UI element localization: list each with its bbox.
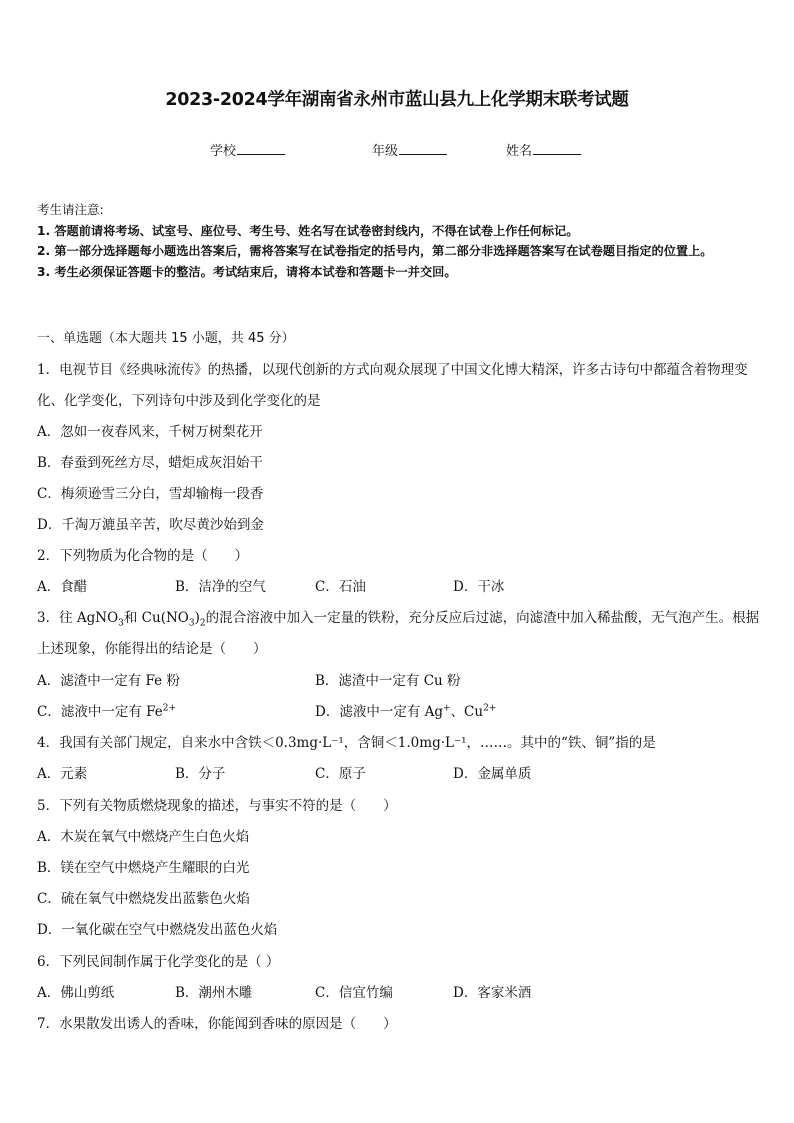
question-3-option-d-sup2: 2+ <box>483 703 497 714</box>
question-1-option-d[interactable]: D．千淘万漉虽辛苦，吹尽黄沙始到金 <box>37 517 264 533</box>
school-field[interactable] <box>210 140 285 159</box>
page-title: 2023-2024学年湖南省永州市蓝山县九上化学期末联考试题 <box>165 90 629 110</box>
notice-item-3: 3. 考生必须保证答题卡的整洁。考试结束后，请将本试卷和答题卡一并交回。 <box>37 264 457 279</box>
question-3-option-a[interactable]: A．滤渣中一定有 Fe 粉 <box>37 673 180 689</box>
question-1-option-c[interactable]: C．梅须逊雪三分白，雪却输梅一段香 <box>37 486 264 502</box>
notice-block <box>37 200 761 282</box>
question-3-option-d-text2: 、Cu <box>450 704 484 720</box>
question-3-stem <box>37 603 761 665</box>
question-4-option-c[interactable]: C．原子 <box>315 766 366 782</box>
question-3-stem-part3: ) <box>194 610 200 626</box>
notice-item-2: 2. 第一部分选择题每小题选出答案后，需将答案写在试卷指定的括号内，第二部分非选择题答案写在试卷题目指定的位置上。 <box>37 244 713 258</box>
question-1-stem: 1．电视节目《经典咏流传》的热播，以现代创新的方式向观众展现了中国文化博大精深，许多古诗句中都蕴含着物理变化、化学变化，下列诗句中涉及到化学变化的是 <box>37 362 748 409</box>
question-6-options <box>37 978 761 1009</box>
question-3-option-d[interactable] <box>315 697 496 728</box>
school-label: 学校 <box>210 144 237 159</box>
question-4-option-b[interactable]: B．分子 <box>175 766 226 782</box>
notice-head: 考生请注意: <box>37 202 104 217</box>
notice-item-1: 1. 答题前请将考场、试室号、座位号、考生号、姓名写在试卷密封线内，不得在试卷上作任何标记。 <box>37 223 579 238</box>
question-4-option-d[interactable]: D．金属单质 <box>453 766 532 782</box>
question-5-option-a[interactable]: A．木炭在氧气中燃烧产生白色火焰 <box>37 829 250 845</box>
question-3-stem-part4: 的混合溶液中加入一定量的铁粉，充分反应后过滤，向滤渣中加入稀盐酸，无气泡产生。根据上述现象，你能得出的结论是（ ） <box>37 610 760 657</box>
question-3-stem-part1: 3．往 AgNO <box>37 610 119 626</box>
question-3-sub1: 3 <box>118 618 124 629</box>
question-5-stem: 5．下列有关物质燃烧现象的描述，与事实不符的是（ ） <box>37 798 397 814</box>
question-3-options-row1 <box>37 666 761 697</box>
question-1-option-a[interactable]: A．忽如一夜春风来，千树万树梨花开 <box>37 424 263 440</box>
question-6-option-c[interactable]: C．信宜竹编 <box>315 985 393 1001</box>
question-2-stem: 2．下列物质为化合物的是（ ） <box>37 548 249 564</box>
grade-field[interactable] <box>372 140 447 159</box>
question-4-option-a[interactable]: A．元素 <box>37 766 88 782</box>
question-2-option-d[interactable]: D．干冰 <box>453 579 505 595</box>
question-7-stem: 7．水果散发出诱人的香味，你能闻到香味的原因是（ ） <box>37 1016 397 1032</box>
question-3-option-c[interactable] <box>37 697 176 728</box>
name-label: 姓名 <box>506 144 533 159</box>
question-3-option-c-text: C．滤液中一定有 Fe <box>37 704 163 720</box>
name-field[interactable] <box>506 140 581 159</box>
question-3-option-d-sup1: + <box>443 703 451 714</box>
question-3-option-b[interactable]: B．滤渣中一定有 Cu 粉 <box>315 673 461 689</box>
question-3-stem-part2: 和 Cu(NO <box>123 610 189 626</box>
question-3-option-c-sup: 2+ <box>162 703 177 714</box>
question-4-options <box>37 759 761 790</box>
question-2-option-c[interactable]: C．石油 <box>315 579 366 595</box>
question-6-stem: 6．下列民间制作属于化学变化的是（ ） <box>37 954 280 970</box>
section-heading: 一、单选题（本大题共 15 小题，共 45 分） <box>37 331 295 346</box>
grade-blank[interactable] <box>399 142 447 155</box>
name-blank[interactable] <box>533 142 581 155</box>
question-2-option-b[interactable]: B．洁净的空气 <box>175 579 266 595</box>
question-6-option-b[interactable]: B．潮州木雕 <box>175 985 253 1001</box>
question-3-sub2: 3 <box>188 618 195 629</box>
question-3-option-d-text1: D．滤液中一定有 Ag <box>315 704 444 720</box>
question-1-option-b[interactable]: B．春蚕到死丝方尽，蜡炬成灰泪始干 <box>37 455 263 471</box>
question-5-option-c[interactable]: C．硫在氧气中燃烧发出蓝紫色火焰 <box>37 891 250 907</box>
school-blank[interactable] <box>237 142 285 155</box>
question-6-option-a[interactable]: A．佛山剪纸 <box>37 985 115 1001</box>
question-5-option-d[interactable]: D．一氧化碳在空气中燃烧发出蓝色火焰 <box>37 922 278 938</box>
question-3-options-row2 <box>37 697 761 728</box>
question-2-option-a[interactable]: A．食醋 <box>37 579 88 595</box>
question-2-options <box>37 572 761 603</box>
question-6-option-d[interactable]: D．客家米酒 <box>453 985 532 1001</box>
question-5-option-b[interactable]: B．镁在空气中燃烧产生耀眼的白光 <box>37 860 250 876</box>
grade-label: 年级 <box>372 144 399 159</box>
question-3-sub3: 2 <box>199 618 206 629</box>
question-4-stem: 4．我国有关部门规定，自来水中含铁＜0.3mg·L⁻¹，含铜＜1.0mg·L⁻¹，……。其中的“铁、铜”指的是 <box>37 735 656 751</box>
